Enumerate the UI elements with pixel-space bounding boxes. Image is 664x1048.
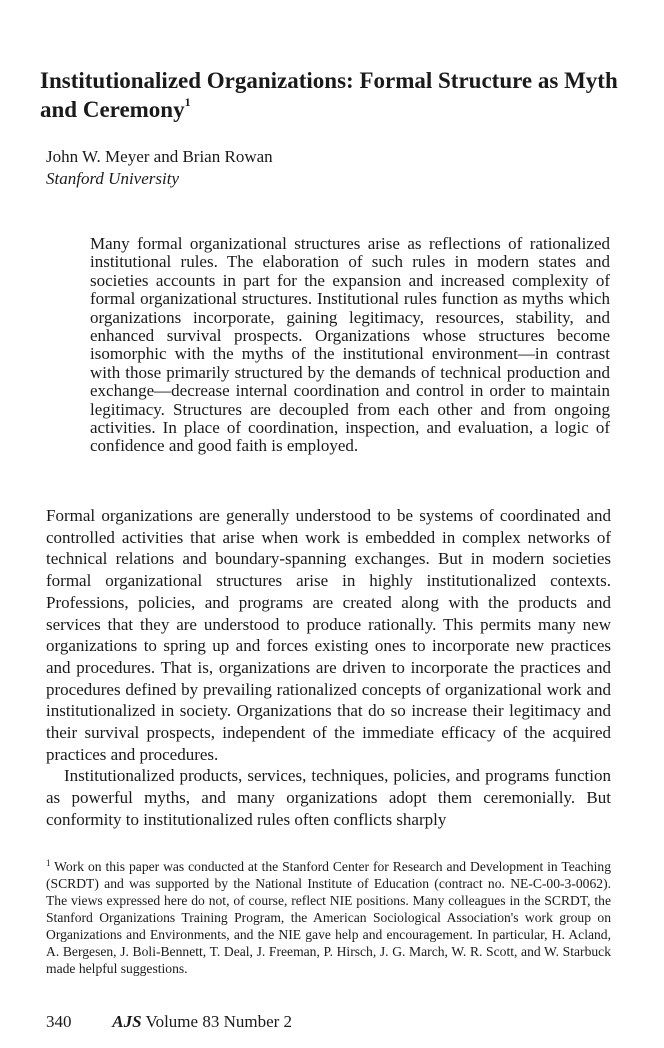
footnote: [46, 858, 611, 977]
article-authors: John W. Meyer and Brian Rowan: [46, 147, 273, 166]
body-paragraph: Institutionalized products, services, techniques, policies, and programs function as powerful myths, and many organizations adopt them ceremonially. But conformity to institutionalized rules often conflicts sharply: [46, 766, 611, 829]
title-footnote-marker: 1: [184, 95, 191, 109]
page-footer: [46, 1012, 292, 1032]
body-paragraph: Formal organizations are generally understood to be systems of coordinated and controlled activities that arise when work is embedded in complex networks of technical relations and boundary-spanning exchanges. But in modern societies formal organizational structures arise in highly institutionalized contexts. Professions, policies, and programs are created along with the products and services that they are understood to produce rationally. This permits many new organizations to spring up and forces existing ones to incorporate new practices and procedures. That is, organizations are driven to incorporate the practices and procedures defined by prevailing rationalized concepts of organizational work and institutionalized in society. Organizations that do so increase their legitimacy and their survival prospects, independent of the immediate efficacy of the acquired practices and procedures.: [46, 506, 611, 764]
article-title: [40, 66, 620, 124]
article-title-text: Institutionalized Organizations: Formal Structure as Myth and Ceremony: [40, 68, 618, 122]
journal-name: AJS: [112, 1012, 142, 1031]
journal-volume: Volume 83 Number 2: [145, 1012, 293, 1031]
author-affiliation: Stanford University: [46, 169, 179, 188]
page-number: 340: [46, 1012, 72, 1031]
abstract: Many formal organizational structures arise as reflections of rationalized institutional rules. The elaboration of such rules in modern states and societies accounts in part for the expansion and increased complexity of formal organizational structures. Institutional rules function as myths which organizations incorporate, gaining legitimacy, resources, stability, and enhanced survival prospects. Organizations whose structures become isomorphic with the myths of the institutional environment—in contrast with those primarily structured by the demands of technical production and exchange—decrease internal coordination and control in order to maintain legitimacy. Structures are decoupled from each other and from ongoing activities. In place of coordination, inspection, and evaluation, a logic of confidence and good faith is employed.: [90, 234, 610, 456]
body-text: [46, 505, 611, 831]
footnote-marker: 1: [46, 858, 51, 868]
footnote-text: Work on this paper was conducted at the Stanford Center for Research and Development in Teaching (SCRDT) and was supported by the National Institute of Education (contract no. NE-C-00-3-0062). The views expressed here do not, of course, reflect NIE positions. Many colleagues in the SCRDT, the Stanford Organizations Training Program, the American Sociological Association's work group on Organizations and Environments, and the NIE gave help and encouragement. In particular, H. Acland, A. Bergesen, J. Boli-Bennett, T. Deal, J. Freeman, P. Hirsch, J. G. March, W. R. Scott, and W. Starbuck made helpful suggestions.: [46, 859, 611, 976]
